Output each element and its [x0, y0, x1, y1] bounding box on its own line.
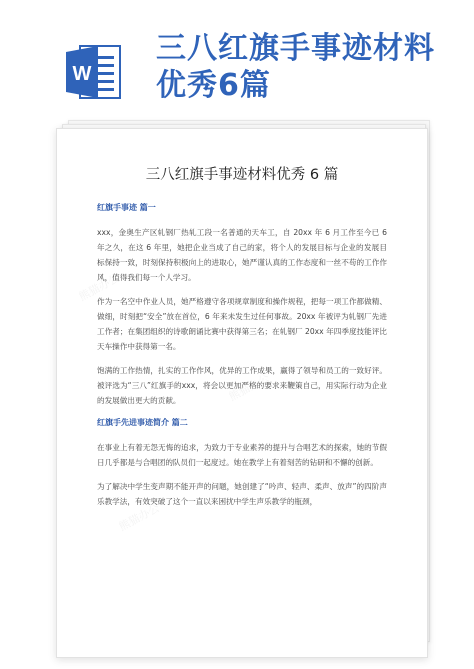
page-bottom-fade [57, 567, 427, 657]
section-heading-1: 红旗手事迹 篇一 [97, 203, 156, 212]
paragraph: 为了解决中学生变声期不能开声的问题，她创建了“吟声、轻声、柔声、放声”的四阶声乐教学法，有效突破了这个一直以来困扰中学生声乐教学的瓶颈， [97, 482, 387, 506]
paragraph: 作为一名空中作业人员，她严格遵守各项规章制度和操作规程，把每一项工作都做精、做细，时刻把“安全”放在首位，6 年来未发生过任何事故。20xx 年被评为轧钢厂先进工作者；在集团组织的诗歌朗诵比赛中获得第三名；在轧钢厂 20xx 年四季度技能评比天车操作中获得第一名。 [97, 297, 387, 351]
word-logo-letter: W [72, 63, 92, 85]
document-page [56, 128, 428, 658]
paragraph: xxx，金奥生产区轧钢厂热轧工段一名普通的天车工，自 20xx 年 6 月工作至今已 6 年之久，在这 6 年里，她把企业当成了自己的家，将个人的发展目标与企业的发展目标保持一致，时刻保持积极向上的进取心，她严谨认真的工作态度和一丝不苟的工作作风，值得我们每一个人学习。 [97, 228, 387, 282]
watermark-text: 熊猫办公 [76, 271, 122, 304]
watermark-text: 熊猫办公 [226, 371, 272, 404]
header-title: 三八红旗手事迹材料优秀6篇 [156, 31, 435, 103]
document-title: 三八红旗手事迹材料优秀 6 篇 [145, 167, 339, 183]
paragraph: 在事业上有着无怨无悔的追求，为致力于专业素养的提升与合唱艺术的探索，她的节假日几乎都是与合唱团的队员们一起度过。她在教学上有着刻苦的钻研和不懈的创新。 [97, 443, 387, 467]
watermark-text: 熊猫办公 [116, 501, 162, 534]
section-heading-2: 红旗手先进事迹简介 篇二 [97, 418, 188, 427]
word-document-icon [62, 40, 126, 104]
document-preview [56, 128, 428, 658]
paragraph: 饱满的工作热情，扎实的工作作风，优异的工作成果，赢得了领导和员工的一致好评。被评选为“三八”红旗手的xxx，将会以更加严格的要求来鞭策自己，用实际行动为企业的发展做出更大的贡献。 [97, 366, 387, 405]
